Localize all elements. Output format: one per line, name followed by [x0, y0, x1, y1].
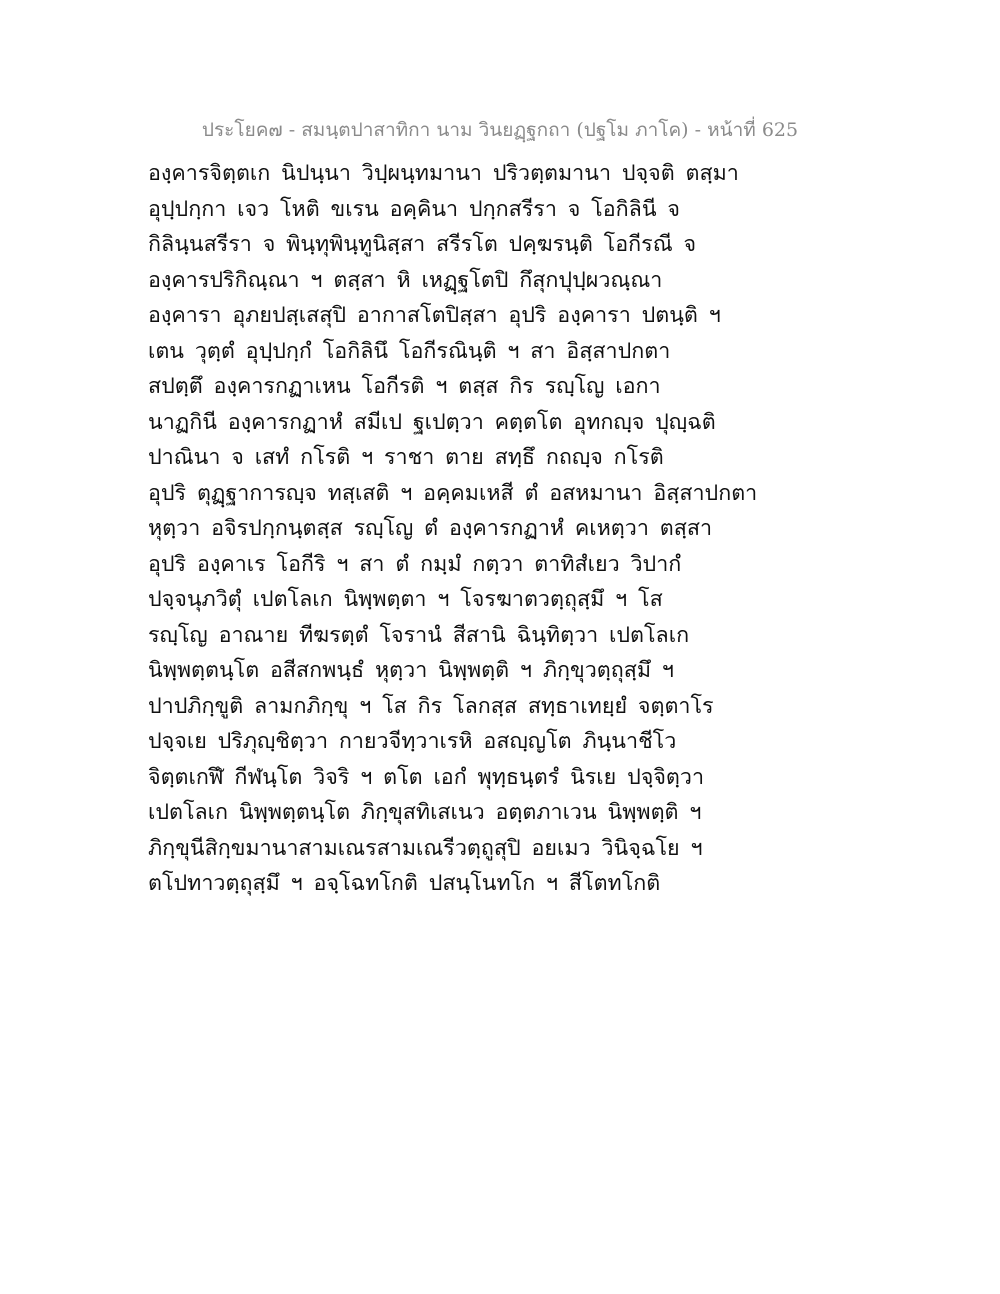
text-line: ภิกฺขุนีสิกฺขมานาสามเณรสามเณรีวตฺถูสุปิ อยเมว วินิจฺฉโย ฯ	[148, 835, 703, 861]
text-line: สปตฺตึ องฺคารกฏาเหน โอกีรติ ฯ ตสฺส กิร รญฺโญ เอกา	[148, 374, 661, 399]
text-line: เปตโลเก นิพฺพตฺตนฺโต ภิกฺขุสทิเสเนว อตฺตภาเวน นิพฺพตฺติ ฯ	[148, 800, 702, 825]
text-line: นิพฺพตฺตนฺโต อสีสกพนฺธํ หุตฺวา นิพฺพตฺติ ฯ ภิกฺขุวตฺถุสฺมึ ฯ	[148, 658, 674, 683]
text-line: จิตฺตเกฬึ กีฬนฺโต วิจริ ฯ ตโต เอกํ พุทฺธนฺตรํ นิรเย ปจฺจิตฺวา	[148, 764, 705, 790]
text-line: อุปฺปกฺกา เจว โหติ ขเรน อคฺคินา ปกฺกสรีรา จ โอกิลินี จ	[148, 196, 680, 222]
running-header: ประโยค๗ - สมนฺตปาสาทิกา นาม วินยฏฺฐกถา (ปฐโม ภาโค) - หน้าที่ 625	[201, 119, 799, 141]
text-line: รญฺโญ อาณาย ทีฆรตฺตํ โจรานํ สีสานิ ฉินฺทิตฺวา เปตโลเก	[148, 622, 690, 648]
text-line: ปจฺจนุภวิตุํ เปตโลเก นิพฺพตฺตา ฯ โจรฆาตวตฺถุสฺมึ ฯ โส	[148, 587, 663, 612]
text-line: หุตฺวา อจิรปกฺกนฺตสฺส รญฺโญ ตํ องฺคารกฏาหํ คเหตฺวา ตสฺสา	[148, 516, 713, 541]
text-line: นาฏกินี องฺคารกฏาหํ สมีเป ฐเปตฺวา คตฺตโต อุทกญฺจ ปุญฺฉติ	[148, 409, 716, 435]
text-line: องฺคารา อุภยปสฺเสสุปิ อากาสโตปิสฺสา อุปริ องฺคารา ปตนฺติ ฯ	[148, 303, 721, 328]
body-text	[148, 156, 868, 902]
text-line: อุปริ องฺคาเร โอกีริ ฯ สา ตํ กมฺมํ กตฺวา ตาทิสํเยว วิปากํ	[148, 551, 682, 577]
text-line: ปจฺจเย ปริภุญฺชิตฺวา กายวจีทฺวาเรหิ อสญฺญโต ภินฺนาชีโว	[148, 729, 677, 754]
text-line: องฺคารจิตฺตเก นิปนฺนา วิปฺผนฺทมานา ปริวตฺตมานา ปจฺจติ ตสฺมา	[148, 161, 739, 186]
text-line: เตน วุตฺตํ อุปฺปกฺกํ โอกิลินึ โอกีรณินฺติ ฯ สา อิสฺสาปกตา	[148, 338, 671, 364]
text-line: อุปริ ตุฏฺฐาการญฺจ ทสฺเสติ ฯ อคฺคมเหสี ตํ อสหมานา อิสฺสาปกตา	[148, 480, 758, 506]
text-line: ปาปภิกฺขูติ ลามกภิกฺขุ ฯ โส กิร โลกสฺส สทฺธาเทยฺยํ จตฺตาโร	[148, 693, 714, 719]
text-line: ปาณินา จ เสทํ กโรติ ฯ ราชา ตาย สทฺธึ กถญฺจ กโรติ	[148, 445, 664, 470]
text-line: ตโปทาวตฺถุสฺมึ ฯ อจฺโฉทโกติ ปสนฺโนทโก ฯ สีโตทโกติ	[148, 871, 661, 896]
text-line: องฺคารปริกิณฺณา ฯ ตสฺสา หิ เหฏฺฐโตปิ กึสุกปุปฺผวณฺณา	[148, 267, 663, 293]
text-line: กิลินฺนสรีรา จ พินฺทุพินฺทูนิสฺสา สรีรโต ปคฺฆรนฺติ โอกีรณี จ	[148, 232, 697, 257]
